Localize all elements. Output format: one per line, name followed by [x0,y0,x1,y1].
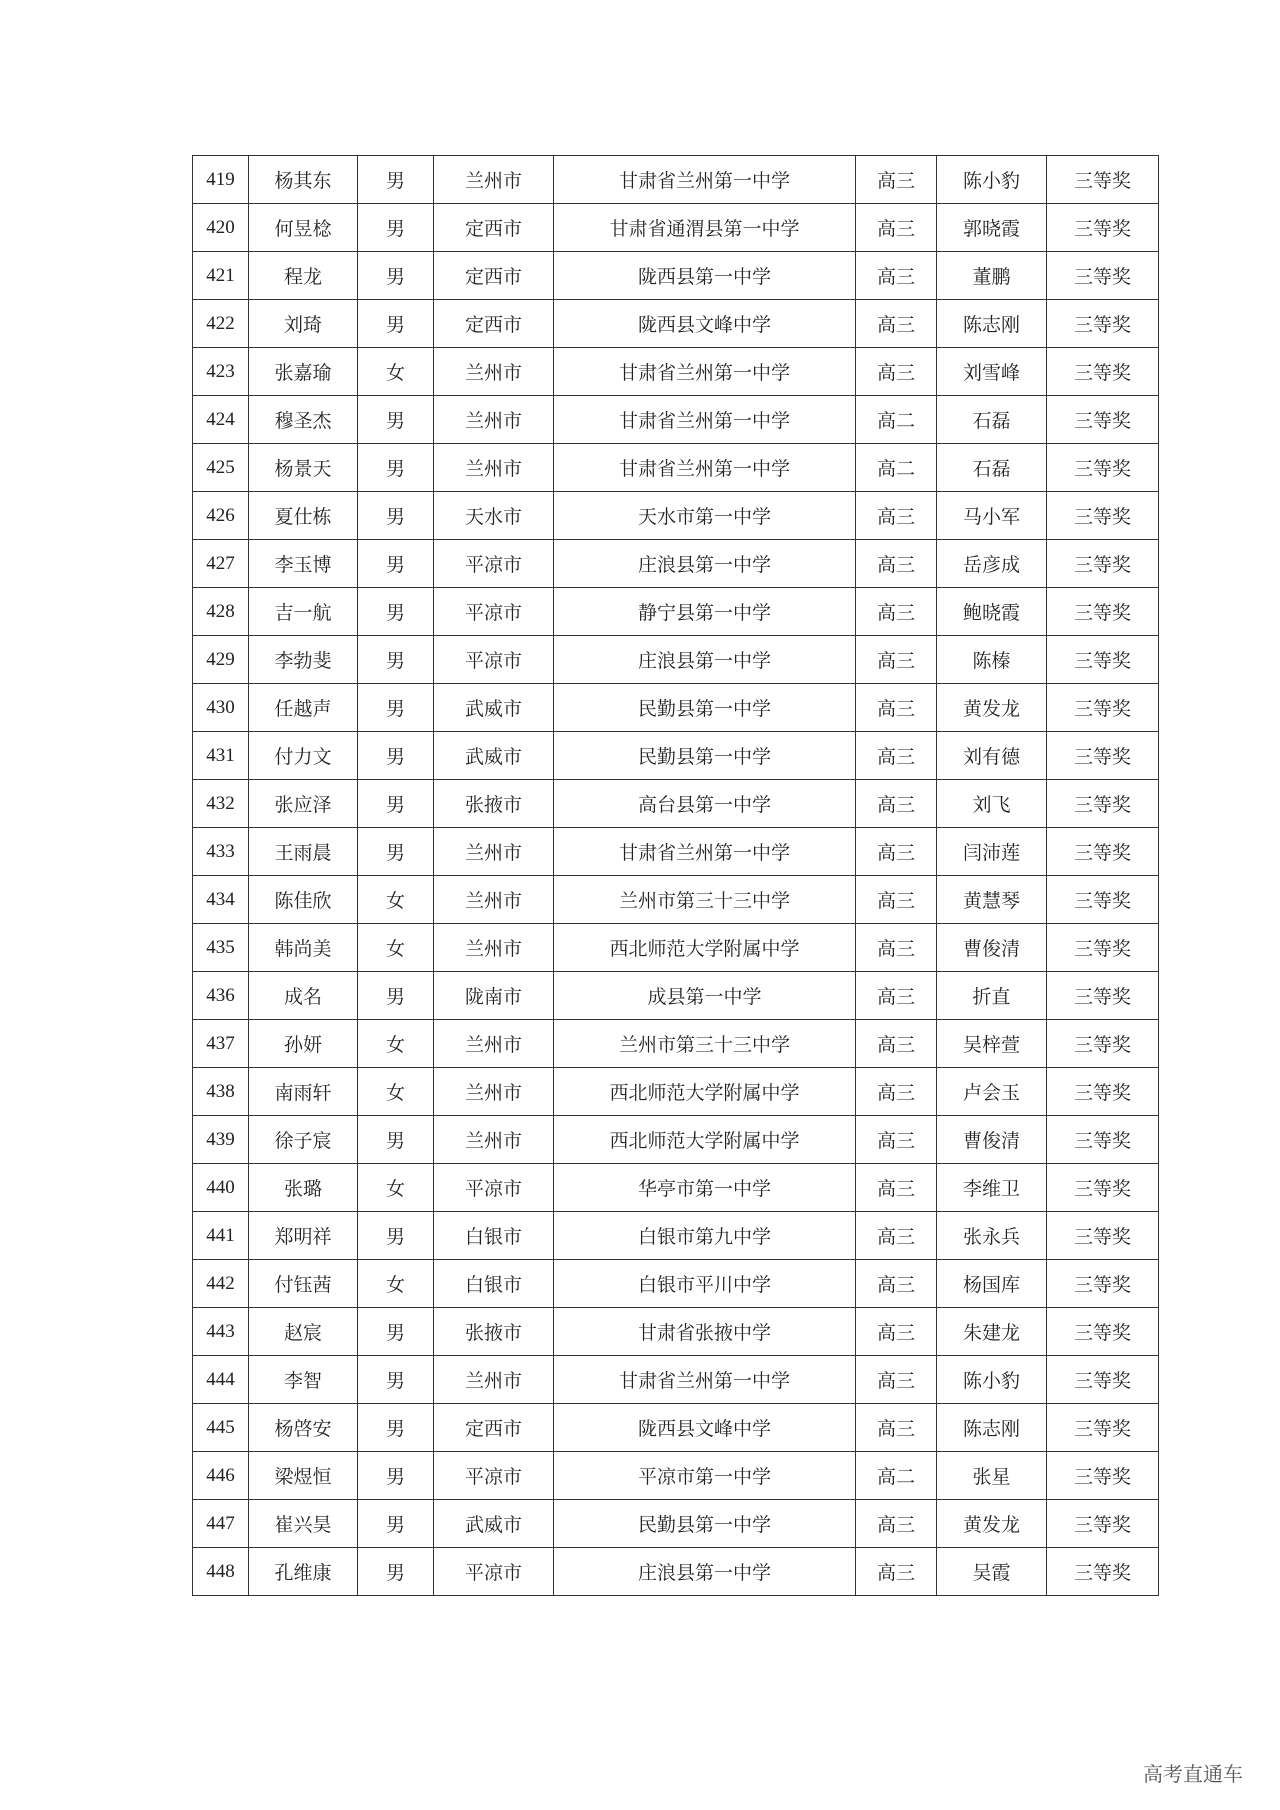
cell-teacher: 曹俊清 [937,924,1047,972]
table-row [193,876,1159,924]
cell-grade: 高三 [856,780,937,828]
cell-grade: 高三 [856,348,937,396]
cell-school: 甘肃省张掖中学 [554,1308,856,1356]
cell-gender: 男 [358,588,434,636]
cell-teacher: 鲍晓霞 [937,588,1047,636]
cell-grade: 高二 [856,444,937,492]
cell-number: 433 [193,828,249,876]
cell-teacher: 吴霞 [937,1548,1047,1596]
cell-award: 三等奖 [1047,1212,1159,1260]
cell-award: 三等奖 [1047,156,1159,204]
cell-gender: 男 [358,732,434,780]
cell-city: 武威市 [434,684,554,732]
cell-school: 白银市第九中学 [554,1212,856,1260]
cell-grade: 高三 [856,204,937,252]
cell-gender: 男 [358,636,434,684]
cell-award: 三等奖 [1047,540,1159,588]
cell-grade: 高三 [856,1212,937,1260]
cell-award: 三等奖 [1047,1404,1159,1452]
watermark: 高考直通车 [1143,1762,1243,1786]
cell-city: 平凉市 [434,1452,554,1500]
cell-name: 孔维康 [249,1548,358,1596]
cell-grade: 高二 [856,396,937,444]
cell-teacher: 曹俊清 [937,1116,1047,1164]
cell-teacher: 黄慧琴 [937,876,1047,924]
table-row [193,684,1159,732]
cell-city: 平凉市 [434,1548,554,1596]
cell-teacher: 黄发龙 [937,1500,1047,1548]
cell-award: 三等奖 [1047,1260,1159,1308]
table-row [193,1116,1159,1164]
table-row [193,828,1159,876]
cell-name: 何昱棯 [249,204,358,252]
cell-name: 杨其东 [249,156,358,204]
cell-gender: 女 [358,1164,434,1212]
cell-number: 439 [193,1116,249,1164]
cell-gender: 男 [358,828,434,876]
cell-grade: 高三 [856,588,937,636]
cell-grade: 高三 [856,972,937,1020]
cell-school: 甘肃省兰州第一中学 [554,1356,856,1404]
table-row [193,1212,1159,1260]
cell-school: 甘肃省兰州第一中学 [554,444,856,492]
cell-name: 南雨轩 [249,1068,358,1116]
cell-number: 425 [193,444,249,492]
table-row [193,636,1159,684]
cell-teacher: 吴梓萱 [937,1020,1047,1068]
cell-grade: 高三 [856,1260,937,1308]
table-row [193,1020,1159,1068]
cell-name: 陈佳欣 [249,876,358,924]
cell-name: 徐子宸 [249,1116,358,1164]
cell-number: 421 [193,252,249,300]
cell-gender: 男 [358,972,434,1020]
cell-award: 三等奖 [1047,1020,1159,1068]
cell-gender: 男 [358,684,434,732]
cell-school: 西北师范大学附属中学 [554,1116,856,1164]
cell-school: 高台县第一中学 [554,780,856,828]
cell-award: 三等奖 [1047,972,1159,1020]
cell-award: 三等奖 [1047,1164,1159,1212]
table-row [193,1164,1159,1212]
cell-grade: 高三 [856,684,937,732]
table-row [193,1548,1159,1596]
cell-grade: 高三 [856,540,937,588]
table-row [193,492,1159,540]
cell-award: 三等奖 [1047,1308,1159,1356]
cell-grade: 高三 [856,252,937,300]
cell-school: 天水市第一中学 [554,492,856,540]
cell-city: 白银市 [434,1260,554,1308]
cell-city: 平凉市 [434,636,554,684]
cell-gender: 男 [358,1356,434,1404]
cell-grade: 高三 [856,828,937,876]
cell-school: 甘肃省兰州第一中学 [554,828,856,876]
cell-city: 张掖市 [434,780,554,828]
cell-number: 436 [193,972,249,1020]
cell-teacher: 朱建龙 [937,1308,1047,1356]
cell-award: 三等奖 [1047,1500,1159,1548]
cell-award: 三等奖 [1047,588,1159,636]
cell-teacher: 李维卫 [937,1164,1047,1212]
cell-teacher: 杨国库 [937,1260,1047,1308]
cell-name: 夏仕栋 [249,492,358,540]
table-row [193,1308,1159,1356]
cell-number: 446 [193,1452,249,1500]
cell-name: 吉一航 [249,588,358,636]
cell-number: 419 [193,156,249,204]
cell-award: 三等奖 [1047,876,1159,924]
cell-city: 兰州市 [434,924,554,972]
cell-teacher: 陈小豹 [937,1356,1047,1404]
cell-school: 华亭市第一中学 [554,1164,856,1212]
cell-gender: 男 [358,444,434,492]
table-row [193,204,1159,252]
cell-gender: 男 [358,1404,434,1452]
cell-gender: 女 [358,924,434,972]
cell-gender: 男 [358,204,434,252]
cell-number: 428 [193,588,249,636]
cell-award: 三等奖 [1047,1116,1159,1164]
cell-award: 三等奖 [1047,780,1159,828]
cell-name: 王雨晨 [249,828,358,876]
cell-teacher: 岳彦成 [937,540,1047,588]
cell-grade: 高三 [856,1164,937,1212]
table-row [193,396,1159,444]
cell-school: 陇西县文峰中学 [554,1404,856,1452]
cell-gender: 女 [358,348,434,396]
cell-teacher: 闫沛莲 [937,828,1047,876]
cell-award: 三等奖 [1047,396,1159,444]
cell-gender: 男 [358,156,434,204]
cell-school: 陇西县第一中学 [554,252,856,300]
cell-award: 三等奖 [1047,348,1159,396]
cell-number: 432 [193,780,249,828]
cell-name: 成名 [249,972,358,1020]
cell-school: 甘肃省兰州第一中学 [554,396,856,444]
cell-name: 穆圣杰 [249,396,358,444]
cell-name: 张应泽 [249,780,358,828]
table-row [193,156,1159,204]
cell-school: 平凉市第一中学 [554,1452,856,1500]
cell-gender: 男 [358,540,434,588]
cell-teacher: 张永兵 [937,1212,1047,1260]
cell-city: 武威市 [434,1500,554,1548]
cell-city: 定西市 [434,300,554,348]
cell-number: 434 [193,876,249,924]
cell-award: 三等奖 [1047,636,1159,684]
cell-name: 韩尚美 [249,924,358,972]
cell-city: 兰州市 [434,348,554,396]
cell-city: 兰州市 [434,828,554,876]
cell-grade: 高三 [856,1500,937,1548]
cell-grade: 高三 [856,924,937,972]
cell-gender: 男 [358,252,434,300]
cell-name: 张璐 [249,1164,358,1212]
cell-name: 李玉博 [249,540,358,588]
cell-city: 兰州市 [434,444,554,492]
cell-city: 定西市 [434,252,554,300]
table-row [193,588,1159,636]
cell-city: 平凉市 [434,588,554,636]
cell-gender: 男 [358,396,434,444]
cell-city: 兰州市 [434,396,554,444]
cell-city: 天水市 [434,492,554,540]
cell-number: 445 [193,1404,249,1452]
cell-school: 民勤县第一中学 [554,732,856,780]
cell-name: 任越声 [249,684,358,732]
cell-grade: 高三 [856,156,937,204]
cell-city: 兰州市 [434,1116,554,1164]
cell-grade: 高三 [856,1404,937,1452]
cell-grade: 高三 [856,1308,937,1356]
cell-teacher: 卢会玉 [937,1068,1047,1116]
cell-city: 兰州市 [434,1356,554,1404]
cell-number: 441 [193,1212,249,1260]
cell-award: 三等奖 [1047,300,1159,348]
cell-teacher: 马小军 [937,492,1047,540]
award-list-table [192,155,1159,1596]
cell-number: 435 [193,924,249,972]
table-row [193,924,1159,972]
cell-award: 三等奖 [1047,732,1159,780]
cell-gender: 男 [358,492,434,540]
cell-gender: 男 [358,780,434,828]
cell-gender: 男 [358,1452,434,1500]
table-row [193,252,1159,300]
cell-school: 甘肃省通渭县第一中学 [554,204,856,252]
cell-city: 陇南市 [434,972,554,1020]
cell-number: 422 [193,300,249,348]
cell-award: 三等奖 [1047,684,1159,732]
cell-teacher: 刘雪峰 [937,348,1047,396]
table-body [193,156,1159,1596]
cell-city: 定西市 [434,204,554,252]
table-row [193,348,1159,396]
table-row [193,300,1159,348]
cell-school: 民勤县第一中学 [554,1500,856,1548]
cell-name: 梁煜恒 [249,1452,358,1500]
cell-city: 白银市 [434,1212,554,1260]
cell-grade: 高三 [856,1116,937,1164]
cell-award: 三等奖 [1047,444,1159,492]
cell-award: 三等奖 [1047,252,1159,300]
cell-name: 张嘉瑜 [249,348,358,396]
cell-school: 兰州市第三十三中学 [554,876,856,924]
cell-number: 447 [193,1500,249,1548]
cell-award: 三等奖 [1047,1548,1159,1596]
cell-city: 平凉市 [434,1164,554,1212]
table-row [193,1452,1159,1500]
cell-number: 430 [193,684,249,732]
cell-name: 杨景天 [249,444,358,492]
cell-teacher: 折直 [937,972,1047,1020]
cell-award: 三等奖 [1047,492,1159,540]
cell-school: 庄浪县第一中学 [554,540,856,588]
cell-teacher: 黄发龙 [937,684,1047,732]
cell-number: 426 [193,492,249,540]
cell-grade: 高三 [856,1020,937,1068]
cell-gender: 女 [358,1020,434,1068]
cell-teacher: 刘有德 [937,732,1047,780]
cell-city: 定西市 [434,1404,554,1452]
cell-grade: 高三 [856,1068,937,1116]
cell-number: 442 [193,1260,249,1308]
cell-school: 庄浪县第一中学 [554,1548,856,1596]
cell-grade: 高三 [856,636,937,684]
cell-teacher: 郭晓霞 [937,204,1047,252]
cell-teacher: 董鹏 [937,252,1047,300]
table-row [193,540,1159,588]
cell-grade: 高三 [856,1548,937,1596]
cell-number: 429 [193,636,249,684]
cell-city: 兰州市 [434,1020,554,1068]
cell-teacher: 陈志刚 [937,300,1047,348]
cell-award: 三等奖 [1047,1452,1159,1500]
cell-city: 兰州市 [434,156,554,204]
table-row [193,780,1159,828]
cell-school: 民勤县第一中学 [554,684,856,732]
cell-number: 437 [193,1020,249,1068]
cell-number: 440 [193,1164,249,1212]
cell-grade: 高三 [856,300,937,348]
cell-school: 西北师范大学附属中学 [554,1068,856,1116]
cell-gender: 男 [358,1212,434,1260]
cell-gender: 女 [358,1260,434,1308]
cell-name: 崔兴昊 [249,1500,358,1548]
table-row [193,444,1159,492]
table-row [193,1260,1159,1308]
cell-school: 静宁县第一中学 [554,588,856,636]
cell-name: 刘琦 [249,300,358,348]
cell-teacher: 陈小豹 [937,156,1047,204]
cell-award: 三等奖 [1047,924,1159,972]
cell-grade: 高三 [856,1356,937,1404]
cell-gender: 男 [358,1500,434,1548]
cell-grade: 高二 [856,1452,937,1500]
cell-teacher: 陈榛 [937,636,1047,684]
table-row [193,1500,1159,1548]
cell-school: 甘肃省兰州第一中学 [554,348,856,396]
cell-name: 付钰茜 [249,1260,358,1308]
cell-gender: 男 [358,300,434,348]
cell-award: 三等奖 [1047,1356,1159,1404]
cell-number: 423 [193,348,249,396]
cell-number: 420 [193,204,249,252]
cell-number: 438 [193,1068,249,1116]
cell-gender: 女 [358,876,434,924]
cell-gender: 女 [358,1068,434,1116]
cell-number: 448 [193,1548,249,1596]
cell-number: 443 [193,1308,249,1356]
cell-name: 孙妍 [249,1020,358,1068]
cell-name: 李勃斐 [249,636,358,684]
cell-city: 兰州市 [434,876,554,924]
cell-award: 三等奖 [1047,1068,1159,1116]
cell-name: 程龙 [249,252,358,300]
cell-teacher: 陈志刚 [937,1404,1047,1452]
cell-name: 付力文 [249,732,358,780]
cell-number: 427 [193,540,249,588]
table-row [193,972,1159,1020]
cell-school: 庄浪县第一中学 [554,636,856,684]
cell-teacher: 张星 [937,1452,1047,1500]
table-row [193,1356,1159,1404]
cell-award: 三等奖 [1047,204,1159,252]
cell-name: 郑明祥 [249,1212,358,1260]
cell-name: 赵宸 [249,1308,358,1356]
table-row [193,1068,1159,1116]
cell-name: 李智 [249,1356,358,1404]
table-row [193,1404,1159,1452]
cell-city: 兰州市 [434,1068,554,1116]
cell-city: 武威市 [434,732,554,780]
cell-award: 三等奖 [1047,828,1159,876]
cell-school: 西北师范大学附属中学 [554,924,856,972]
cell-grade: 高三 [856,732,937,780]
cell-school: 白银市平川中学 [554,1260,856,1308]
cell-gender: 男 [358,1308,434,1356]
cell-gender: 男 [358,1116,434,1164]
table-row [193,732,1159,780]
cell-grade: 高三 [856,492,937,540]
cell-number: 424 [193,396,249,444]
cell-school: 兰州市第三十三中学 [554,1020,856,1068]
cell-city: 平凉市 [434,540,554,588]
cell-teacher: 刘飞 [937,780,1047,828]
cell-school: 成县第一中学 [554,972,856,1020]
cell-grade: 高三 [856,876,937,924]
cell-teacher: 石磊 [937,444,1047,492]
cell-number: 431 [193,732,249,780]
cell-number: 444 [193,1356,249,1404]
cell-school: 陇西县文峰中学 [554,300,856,348]
cell-teacher: 石磊 [937,396,1047,444]
cell-name: 杨啓安 [249,1404,358,1452]
cell-school: 甘肃省兰州第一中学 [554,156,856,204]
cell-gender: 男 [358,1548,434,1596]
cell-city: 张掖市 [434,1308,554,1356]
